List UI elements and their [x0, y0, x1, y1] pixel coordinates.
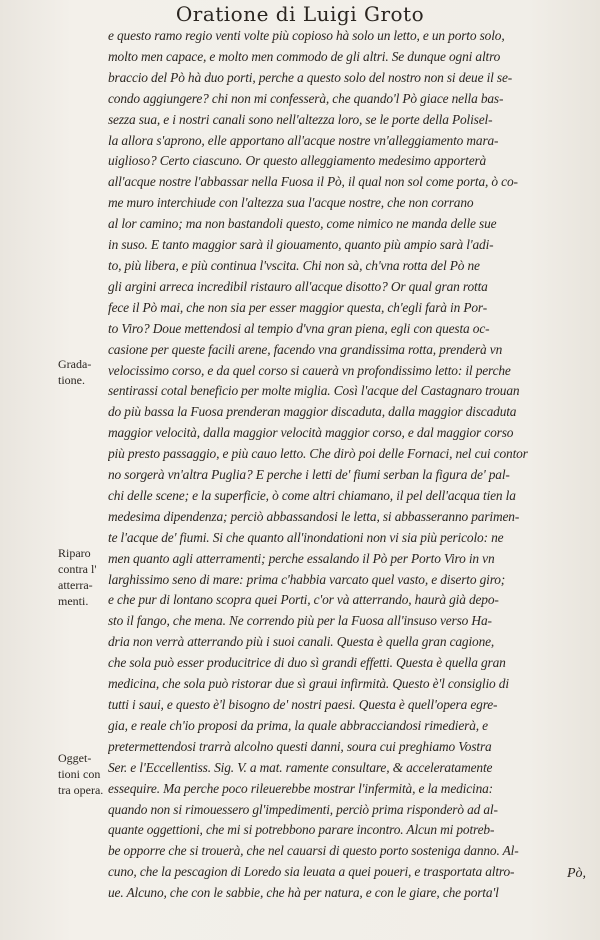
text-line: fece il Pò mai, che non sia per esser maggior questa, ch'egli farà in Por- [108, 299, 488, 315]
margin-note-text: Ogget- tioni con tra opera. [58, 751, 104, 797]
text-line: medicina, che sola può ristorar due sì graui infirmità. Questo è'l consiglio di [108, 676, 509, 692]
text-line: all'acque nostre l'abbassar nella Fuosa il Pò, il qual non sol come porta, ò co- [108, 174, 518, 190]
text-line: velocissimo corso, e da quel corso si cauerà vn profondissimo letto: il perche [108, 362, 511, 378]
text-line: be opporre che si trouerà, che nel cauarsi di questo porto sosteniga danno. Al- [108, 843, 519, 859]
text-line: e che pur di lontano scopra quei Porti, c'or và atterrando, haurà già depo- [108, 592, 499, 608]
text-line: casione per queste facili arene, facendo vna grandissima rotta, prenderà vn [108, 341, 503, 357]
text-line: sentirassi cotal beneficio per molte miglia. Così l'acque del Castagnaro trouan [108, 383, 520, 399]
text-line: dria non verrà atterrando più i suoi canali. Questa è quella gran cagione, [108, 634, 495, 650]
text-line: uiglioso? Certo ciascuno. Or questo alleggiamento medesimo apporterà [108, 153, 487, 169]
margin-note-gradatione [58, 356, 110, 388]
text-line: pretermettendosi trarrà alcolno questi danni, soura cui preghiamo Vostra [108, 738, 492, 754]
text-line: quante oggettioni, che mi si potrebbono parare incontro. Alcun mi potreb- [108, 822, 495, 838]
text-line: quando non si rimouessero gl'impedimenti, perciò prima risponderò ad al- [108, 801, 498, 817]
text-line: do più bassa la Fuosa prenderan maggior discaduta, dalla maggior discaduta [108, 404, 517, 420]
text-line: larghissimo seno di mare: prima c'habbia varcato quel vasto, e diserto giro; [108, 571, 506, 587]
text-line: in suso. E tanto maggior sarà il giouamento, quanto più ampio sarà l'adi- [108, 237, 494, 253]
text-line: to Viro? Doue mettendosi al tempio d'vna gran piena, egli con questa oc- [108, 320, 490, 336]
text-line: chi delle scene; e la superficie, ò come altri chiamano, il pel dell'acqua tien la [108, 487, 516, 503]
text-line: più presto passaggio, e più cauo letto. Che dirò poi delle Fornaci, nel cui contor [108, 446, 528, 462]
margin-note-text: Riparo contra l' atterra- menti. [58, 546, 97, 608]
text-line: braccio del Pò hà duo porti, perche a questo solo del nostro non si deue il se- [108, 69, 513, 85]
text-line: molto men capace, e molto men commodo de gli altri. Se dunque ogni altro [108, 48, 501, 64]
text-line: ue. Alcuno, che con le sabbie, che hà per natura, e con le giare, che porta'l [108, 885, 499, 901]
text-line: Ser. e l'Eccellentiss. Sig. V. a mat. ramente consultare, & acceleratamente [108, 759, 493, 775]
text-line: medesima dipendenza; perciò abbassandosi le letta, si abbasseranno parimen- [108, 508, 520, 524]
text-line: cuno, che la pescagion di Loredo sia leuata a quei poueri, e trasportata altro- [108, 864, 515, 880]
text-line: essequire. Ma perche poco rileuerebbe mostrar l'infermità, e la medicina: [108, 780, 493, 796]
text-line: e questo ramo regio venti volte più copioso hà solo un letto, e un porto solo, [108, 28, 505, 43]
margin-note-oggettioni [58, 750, 110, 798]
text-line: men quanto agli atterramenti; perche essalando il Pò per Porto Viro in vn [108, 550, 495, 566]
text-line: sto il fango, che mena. Ne correndo più per la Fuosa all'insuso verso Ha- [108, 613, 492, 629]
text-line: te l'acque de' fiumi. Si che quanto all'inondationi non vi sia più pericolo: ne [108, 529, 504, 545]
margin-note-riparo [58, 545, 110, 609]
text-line: la allora s'aprono, elle apportano all'acque nostre vn'alleggiamento mara- [108, 132, 499, 148]
text-line: to, più libera, e più continua l'vscita. Chi non sà, ch'vna rotta del Pò ne [108, 257, 480, 273]
text-line: al lor camino; ma non bastandoli questo, come nimico ne manda delle sue [108, 216, 497, 232]
running-header: Oratione di Luigi Groto [175, 2, 425, 26]
text-line: me muro interchiude con l'altezza sua l'acque nostre, che non corrano [108, 195, 474, 211]
text-line: no sorgerà vn'altra Puglia? E perche i letti de' fiumi serban la figura de' pal- [108, 467, 510, 483]
text-line: che sola può esser producitrice di duo sì grandi effetti. Questa è quella gran [108, 655, 506, 671]
text-line: maggior velocità, dalla maggior velocità maggior corso, e dal maggior corso [108, 425, 514, 441]
margin-note-text: Grada- tione. [58, 357, 92, 387]
text-line: gli argini arreca incredibil ristauro all'acque disotto? Or qual gran rotta [108, 278, 488, 294]
text-line: gia, e reale ch'io proposi da prima, la quale abbracciandosi rimedierà, e [108, 717, 488, 733]
text-line: condo aggiungere? chi non mi confesserà, che quando'l Pò giace nella bas- [108, 90, 504, 106]
text-line: sezza sua, e i nostri canali sono nell'altezza loro, se le porte della Polisel- [108, 111, 493, 127]
catchword: Pò, [566, 866, 586, 881]
text-line: tutti i saui, e questo è'l bisogno de' nostri paesi. Questa è quell'opera egre- [108, 697, 498, 712]
body-text [108, 26, 596, 904]
